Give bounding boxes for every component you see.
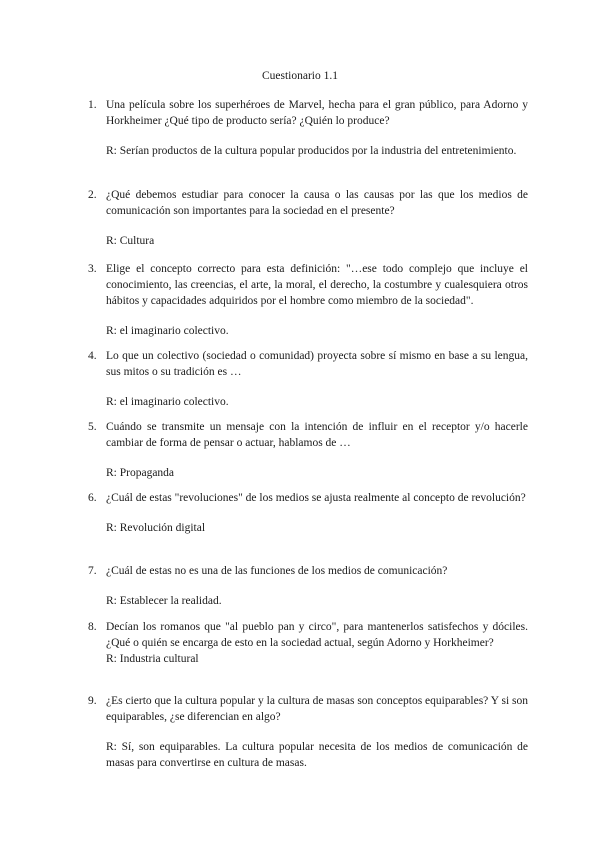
answer-text: R: Industria cultural — [106, 653, 199, 665]
question-2 — [88, 187, 528, 249]
answer-text: R: Revolución digital — [106, 522, 206, 534]
question-6 — [88, 490, 528, 536]
question-5 — [88, 419, 528, 481]
question-text: Decían los romanos que "al pueblo pan y circo", para mantenerlos satisfechos y dóciles. ¿Qué o quién se encarga de esto en la sociedad actual, según Adorno y Horkheimer? — [106, 621, 528, 649]
question-number: 4. — [88, 350, 97, 362]
question-number: 5. — [88, 421, 97, 433]
question-text: Elige el concepto correcto para esta definición: "…ese todo complejo que incluye el conocimiento, las creencias, el arte, la moral, el derecho, la costumbre y cualesquiera otros hábitos y capacidades adquiridos por el hombre como miembro de la sociedad". — [106, 263, 528, 307]
question-number: 6. — [88, 492, 97, 504]
answer-text: R: el imaginario colectivo. — [106, 325, 229, 337]
answer-text: R: Establecer la realidad. — [106, 595, 222, 607]
question-8 — [88, 619, 528, 667]
question-number: 3. — [88, 263, 97, 275]
answer-text: R: Cultura — [106, 235, 155, 247]
question-text: ¿Qué debemos estudiar para conocer la causa o las causas por las que los medios de comunicación son importantes para la sociedad en el presente? — [106, 189, 528, 217]
answer-text: R: Serían productos de la cultura popular producidos por la industria del entretenimiento. — [106, 145, 517, 157]
question-number: 1. — [88, 99, 97, 111]
question-7 — [88, 563, 528, 609]
question-3 — [88, 261, 528, 339]
document-title: Cuestionario 1.1 — [261, 70, 339, 82]
question-text: ¿Cuál de estas "revoluciones" de los medios se ajusta realmente al concepto de revolución? — [106, 492, 526, 504]
question-text: Cuándo se transmite un mensaje con la intención de influir en el receptor y/o hacerle cambiar de forma de pensar o actuar, hablamos de … — [106, 421, 528, 449]
question-4 — [88, 348, 528, 410]
question-9 — [88, 693, 528, 771]
answer-text: R: el imaginario colectivo. — [106, 396, 229, 408]
question-text: ¿Es cierto que la cultura popular y la cultura de masas son conceptos equiparables? Y si son equiparables, ¿se diferencian en algo? — [106, 695, 528, 723]
question-text: Una película sobre los superhéroes de Marvel, hecha para el gran público, para Adorno y Horkheimer ¿Qué tipo de producto sería? ¿Quién lo produce? — [106, 99, 528, 127]
question-text: ¿Cuál de estas no es una de las funciones de los medios de comunicación? — [106, 565, 448, 577]
question-number: 9. — [88, 695, 97, 707]
question-number: 7. — [88, 565, 97, 577]
question-number: 2. — [88, 189, 97, 201]
answer-text: R: Propaganda — [106, 467, 175, 479]
question-1 — [88, 97, 528, 159]
answer-text: R: Sí, son equiparables. La cultura popular necesita de los medios de comunicación de masas para convertirse en cultura de masas. — [106, 741, 528, 769]
question-text: Lo que un colectivo (sociedad o comunidad) proyecta sobre sí mismo en base a su lengua, sus mitos o su tradición es … — [106, 350, 528, 378]
question-number: 8. — [88, 621, 97, 633]
